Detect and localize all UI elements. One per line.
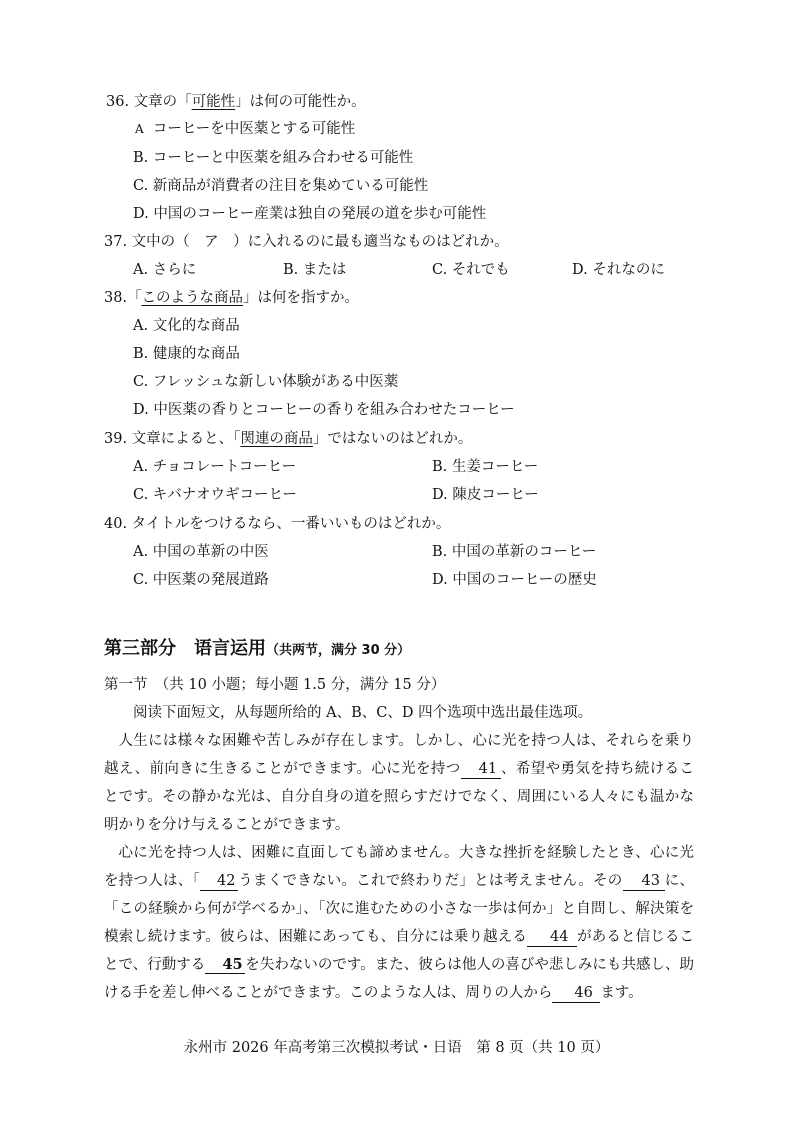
blank-41: 41 [461,761,501,779]
underlined-term: 可能性 [191,94,236,110]
question-40-stem: 40. タイトルをつけるなら、一番いいものはどれか。 [104,516,451,532]
question-37-option-d: D. それなのに [572,262,665,278]
question-37-option-b: B. または [283,262,347,278]
part3-note: （共两节，满分 30 分） [266,643,411,658]
question-38-option-a: A. 文化的な商品 [133,318,240,334]
question-40-option-d: D. 中国のコーヒーの歴史 [432,572,597,588]
part3-heading [104,634,410,660]
blank-45: 45 [205,956,245,974]
question-38-option-d: D. 中医薬の香りとコーヒーの香りを組み合わせたコーヒー [133,402,515,418]
question-37-option-a: A. さらに [133,262,197,278]
question-39-option-c: C. キバナオウギコーヒー [133,487,297,503]
underlined-term: このような商品 [141,290,244,306]
blank-46: 46 [552,985,600,1003]
question-40-option-b: B. 中国の革新のコーヒー [432,544,597,560]
blank-43: 43 [623,873,665,891]
passage-paragraph-1: 人生には様々な困難や苦しみが存在します。しかし、心に光を持つ人は、それらを乗り越え、前向きに生きることができます。心に光を持つ 41 、希望や勇気を持ち続けることです。その静かな光は、自分自身の道を照らすだけでなく、周囲にいる人々にも温かな明かりを分け与えることができます。 [104,733,694,833]
question-36-option-c: C. 新商品が消費者の注目を集めている可能性 [133,178,429,194]
question-37-option-c: C. それでも [432,262,510,278]
question-39-option-a: A. チョコレートコーヒー [133,459,297,475]
underlined-term: 関連の商品 [240,431,313,447]
question-39-stem: 39. 文章によると、「関連の商品」ではないのはどれか。 [104,431,473,447]
question-37-stem: 37. 文中の（ ア ）に入れるのに最も適当なものはどれか。 [104,234,509,250]
question-38-stem: 38.「このような商品」は何を指すか。 [104,290,360,306]
question-36-stem: 36. 文章の「可能性」は何の可能性か。 [106,94,366,110]
page-footer: 永州市 2026 年高考第三次模拟考试・日语 第 8 页（共 10 页） [183,1040,610,1056]
question-39-option-b: B. 生姜コーヒー [432,459,539,475]
question-38-option-b: B. 健康的な商品 [133,346,240,362]
blank-42: 42 [200,873,238,891]
question-40-option-a: A. 中国の革新の中医 [133,544,269,560]
part3-title: 第三部分 语言运用 [104,638,266,659]
section1-instruction: 阅读下面短文，从每题所给的 A、B、C、D 四个选项中选出最佳选项。 [133,705,593,721]
blank-44: 44 [527,929,577,947]
question-36-option-a: A コーヒーを中医薬とする可能性 [135,121,356,137]
passage-paragraph-2: 心に光を持つ人は、困難に直面しても諦めません。大きな挫折を経験したとき、心に光を持つ人は、「 42 うまくできない。これで終わりだ」とは考えません。その 43 に、「この経験から何が学べるか」、「次に進むための小さな一歩は何か」と自問し、解決策を模索し続けます。彼らは、困難にあっても、自分には乗り越える 44 があると信じることで、行動する 45 を失わないのです。また、彼らは他人の喜びや悲しみにも共感し、助ける手を差し伸べることができます。このような人は、周りの人から 46 ます。 [104,845,695,1001]
question-39-option-d: D. 陳皮コーヒー [432,487,539,503]
question-40-option-c: C. 中医薬の発展道路 [133,572,269,588]
question-38-option-c: C. フレッシュな新しい体験がある中医薬 [133,374,399,390]
question-36-option-b: B. コーヒーと中医薬を組み合わせる可能性 [133,150,414,166]
question-36-option-d: D. 中国のコーヒー産業は独自の発展の道を歩む可能性 [133,206,487,222]
section1-heading: 第一节 （共 10 小题；每小题 1.5 分，满分 15 分） [104,677,446,693]
